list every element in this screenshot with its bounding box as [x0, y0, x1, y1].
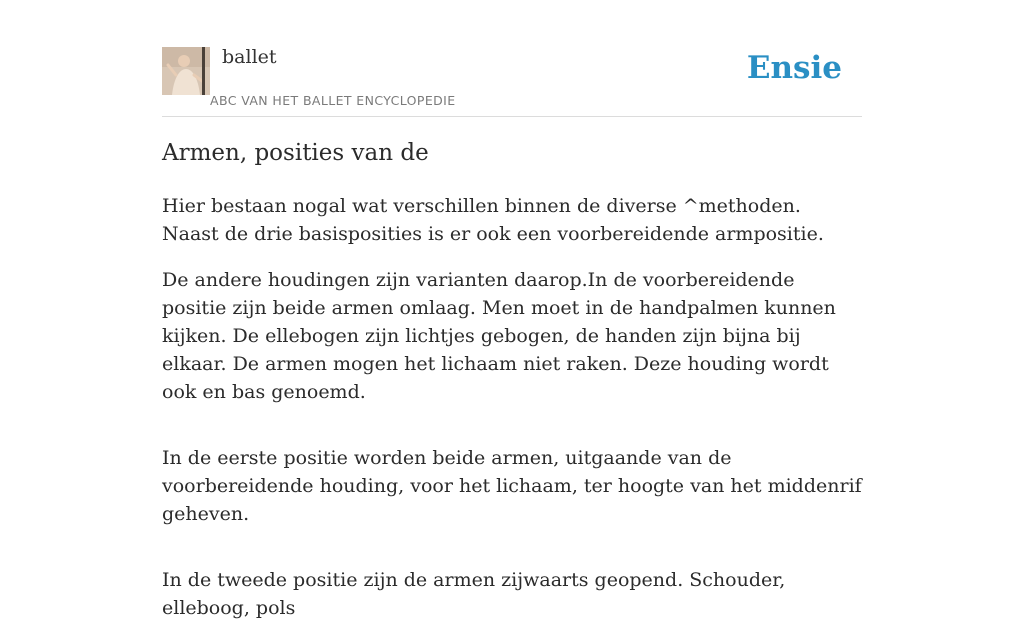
brand-logo[interactable]: Ensie [746, 50, 842, 86]
category-label[interactable]: ballet [222, 46, 277, 68]
source-label[interactable]: ABC VAN HET BALLET ENCYCLOPEDIE [210, 93, 456, 108]
paragraph: In de tweede positie zijn de armen zijwaarts geopend. Schouder, elleboog, pols [162, 569, 786, 619]
ballerina-photo-icon [162, 47, 210, 95]
avatar[interactable] [162, 47, 210, 95]
paragraph: In de eerste positie worden beide armen, uitgaande van de voorbereidende houding, voor het lichaam, ter hoogte van het middenrif geheven. [162, 447, 862, 525]
article-page [162, 0, 862, 619]
paragraph: De andere houdingen zijn varianten daarop.In de voorbereidende positie zijn beide armen omlaag. Men moet in de handpalmen kunnen kijken. De ellebogen zijn lichtjes gebogen, de handen zijn bijna bij elkaar. De armen mogen het lichaam niet raken. Deze houding wordt ook en bas genoemd. [162, 269, 836, 403]
article-header [162, 0, 862, 117]
article-body [162, 192, 862, 640]
article-title: Armen, posities van de [162, 140, 429, 166]
paragraph: Hier bestaan nogal wat verschillen binnen de diverse ^methoden. Naast de drie basisposities is er ook een voorbereidende armpositie. [162, 195, 824, 245]
